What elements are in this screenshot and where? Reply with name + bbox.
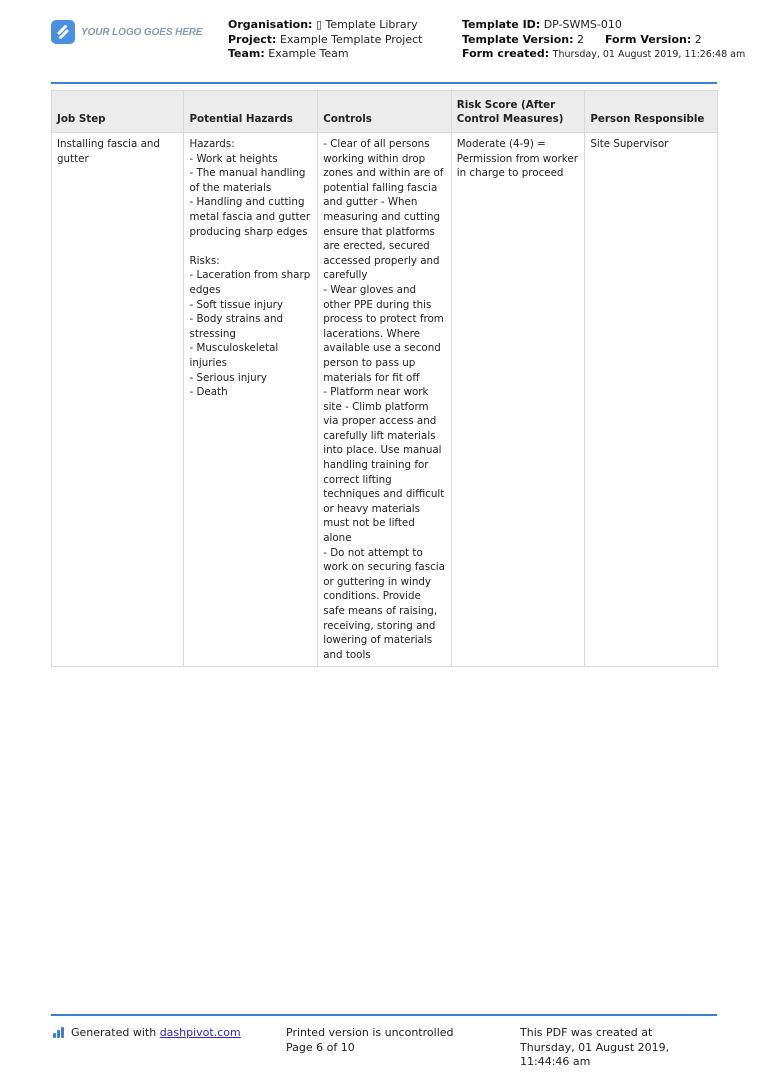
form-version-value: 2 [694,32,702,46]
header-divider [51,82,717,84]
risk-score-cell: Moderate (4-9) = Permission from worker in charge to proceed [451,133,585,667]
template-id-value: DP-SWMS-010 [543,18,622,31]
risks-heading: Risks: [189,254,220,267]
risk-item: - Soft tissue injury [189,298,283,311]
version-line [462,33,745,48]
control-item: - Platform near work site - Climb platform via proper access and carefully lift materials into place. Use manual handling training for correct lifting techniques and difficult or heavy materials must not be lifted alone [323,386,448,545]
hazard-item: - Work at heights [189,152,278,165]
team-label: Team: [228,47,265,60]
generated-with-text: Generated with [71,1026,157,1039]
column-header-person-responsible: Person Responsible [585,91,718,133]
risk-item: - Serious injury [189,371,268,384]
column-header-controls: Controls [318,91,452,133]
pdf-created-timestamp: Thursday, 01 August 2019, 11:44:46 am [520,1040,670,1068]
logo-icon [51,20,75,44]
project-value: Example Template Project [279,32,423,46]
project-meta [228,18,423,62]
column-header-risk-score: Risk Score (After Control Measures) [451,91,585,133]
form-version-label: Form Version: [604,32,692,46]
control-item: - Wear gloves and other PPE during this process to protect from lacerations. Where available use a second person to pass up materials for fit off [323,283,448,384]
team-line [228,47,423,62]
uncontrolled-notice: Printed version is uncontrolled [286,1026,454,1039]
page-header [0,0,768,84]
form-created-line [462,47,745,63]
swms-table [51,90,718,667]
organisation-label: Organisation: [228,18,313,31]
project-label: Project: [228,32,277,46]
job-step-cell: Installing fascia and gutter [52,133,184,667]
controls-cell [318,133,452,667]
project-line [228,33,423,48]
potential-hazards-cell [184,133,318,667]
hazard-item: - Handling and cutting metal fascia and gutter producing sharp edges [189,196,314,238]
generated-with [53,1026,241,1039]
page-number: Page 6 of 10 [286,1040,355,1054]
spacer [189,239,312,254]
control-item: - Clear of all persons working within drop zones and within are of potential falling fascia and gutter - When measuring and cutting ensure that platforms are erected, secured accessed properly and carefully [323,138,447,282]
dashpivot-logo-icon [53,1027,65,1038]
organisation-value: ▯ Template Library [315,18,418,31]
company-logo [51,20,202,44]
hazards-heading: Hazards: [189,138,235,150]
organisation-line [228,18,423,33]
template-version-label: Template Version: [462,32,574,46]
team-value: Example Team [268,47,349,60]
footer-divider [51,1014,717,1016]
risk-item: - Body strains and stressing [189,313,287,340]
template-version-value: 2 [576,32,584,46]
column-header-potential-hazards: Potential Hazards [184,91,318,133]
control-item: - Do not attempt to work on securing fascia or guttering in windy conditions. Provide safe means of raising, receiving, storing and lowering of materials and tools [323,546,449,661]
dashpivot-link[interactable]: dashpivot.com [159,1026,241,1039]
table-row [52,133,718,667]
template-meta [462,18,745,63]
pdf-created-info [520,1026,720,1070]
template-id-label: Template ID: [462,18,541,31]
table-header-row [52,91,718,133]
risk-item: - Musculoskeletal injuries [189,342,282,369]
risk-item: - Laceration from sharp edges [189,269,314,296]
column-header-job-step: Job Step [52,91,184,133]
form-created-label: Form created: [462,47,550,60]
person-responsible-cell: Site Supervisor [585,133,718,667]
print-info [286,1026,454,1055]
template-id-line [462,18,745,33]
form-created-value: Thursday, 01 August 2019, 11:26:48 am [552,49,746,60]
hazard-item: - The manual handling of the materials [189,167,309,194]
logo-text: YOUR LOGO GOES HERE [81,26,203,38]
risk-item: - Death [189,386,228,399]
pdf-created-label: This PDF was created at [520,1026,653,1039]
